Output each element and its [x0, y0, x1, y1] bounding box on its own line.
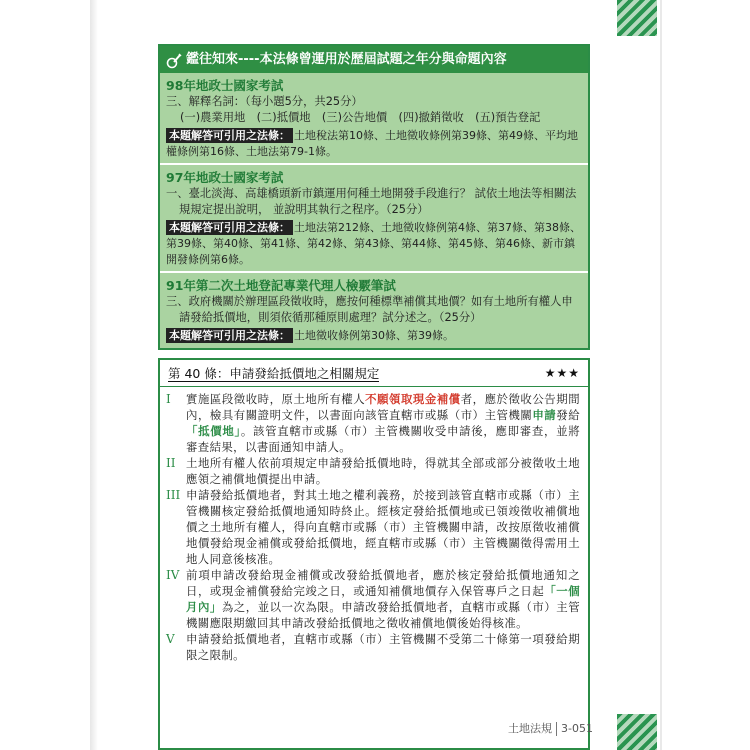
paragraph-number: V — [166, 632, 175, 646]
paragraph-number: III — [166, 488, 181, 502]
question-line: 三、解釋名詞：（每小題5分，共25分） — [166, 95, 363, 108]
article-40-box — [158, 358, 590, 750]
page-edge — [660, 0, 662, 750]
article-title: 第 40 條：申請發給抵價地之相關規定 — [168, 366, 380, 381]
paragraph-number: IV — [166, 568, 180, 582]
exam-title: 98年地政士國家考試 — [166, 78, 284, 93]
page-footer — [508, 720, 593, 736]
exam-block-97 — [160, 165, 588, 273]
paragraph-text: 申請發給抵價地者，直轄市或縣（市）主管機關不受第二十條第一項發給期限之限制。 — [186, 632, 580, 662]
highlight-green: 申請 — [532, 408, 557, 422]
exam-block-91 — [160, 273, 588, 347]
paragraph-number: I — [166, 392, 171, 406]
paragraph-3 — [166, 487, 580, 567]
answer-label: 本題解答可引用之法條： — [166, 220, 293, 235]
highlight-green: 「抵價地」 — [186, 424, 241, 438]
paragraph-4 — [166, 567, 580, 631]
footer-divider — [556, 722, 557, 736]
question-line: (一)農業用地 (二)抵價地 (三)公告地價 (四)撤銷徵收 (五)預告登記 — [180, 111, 541, 124]
chapter-tab-bottom — [617, 714, 657, 750]
pen-icon — [166, 52, 182, 68]
article-header — [160, 360, 588, 387]
past-exam-box — [158, 44, 590, 350]
answer-label: 本題解答可引用之法條： — [166, 328, 293, 343]
answer-text: 土地徵收條例第30條、第39條。 — [294, 329, 454, 342]
article-body — [160, 387, 588, 663]
question-line: 三、政府機關於辦理區段徵收時，應按何種標準補償其地價？如有土地所有權人申請發給抵價地，則須依循那種原則處理？試分述之。（25分） — [166, 295, 573, 324]
paragraph-text: 實施區段徵收時，原土地所有權人不願領取現金補償者，應於徵收公告期間內，檢具有關證明文件，以書面向該管直轄市或縣（市）主管機關申請發給「抵價地」。該管直轄市或縣（市）主管機關收受申請後，應即審查，並將審查結果，以書面通知申請人。 — [186, 392, 580, 454]
exam-title: 97年地政士國家考試 — [166, 170, 284, 185]
answer-text: 土地法第212條、土地徵收條例第4條、第37條、第38條、第39條、第40條、第41條、第42條、第43條、第44條、第45條、第46條、新市鎮開發條例第6條。 — [166, 221, 581, 266]
exam-title: 91年第二次土地登記專業代理人檢覈筆試 — [166, 278, 396, 293]
page-gutter-shadow — [90, 0, 98, 750]
past-exam-header-text: 鑑往知來----本法條曾運用於歷屆試題之年分與命題內容 — [186, 52, 507, 67]
chapter-tab-top — [617, 0, 657, 36]
answer-reference — [166, 328, 582, 344]
answer-label: 本題解答可引用之法條： — [166, 128, 293, 143]
answer-reference — [166, 128, 582, 160]
footer-section: 土地法規 — [508, 722, 552, 735]
past-exam-header — [160, 46, 588, 73]
highlight-red: 不願領取現金補償 — [365, 392, 461, 406]
importance-stars: ★★★ — [544, 366, 580, 380]
page-number: 3-051 — [561, 722, 593, 735]
answer-text: 土地稅法第10條、土地徵收條例第39條、第49條、平均地權條例第16條、土地法第79-1條。 — [166, 129, 578, 158]
question-line: 一、臺北淡海、高雄橋頭新市鎮運用何種土地開發手段進行？ 試依土地法等相關法規規定提出說明， 並說明其執行之程序。（25分） — [166, 187, 577, 216]
paragraph-number: II — [166, 456, 176, 470]
paragraph-1 — [166, 391, 580, 455]
paragraph-5 — [166, 631, 580, 663]
paragraph-2 — [166, 455, 580, 487]
paragraph-text: 前項申請改發給現金補償或改發給抵價地者，應於核定發給抵價地通知之日，或現金補償發給完竣之日，或通知補償地價存入保管專戶之日起「一個月內」為之，並以一次為限。申請改發給抵價地者，直轄市或縣（市）主管機關應限期繳回其申請改發給抵價地之徵收補償地價後始得核准。 — [186, 568, 580, 630]
answer-reference — [166, 220, 582, 268]
paragraph-text: 土地所有權人依前項規定申請發給抵價地時，得就其全部或部分被徵收土地應領之補償地價提出申請。 — [186, 456, 580, 486]
paragraph-text: 申請發給抵價地者，對其土地之權利義務，於接到該管直轄市或縣（市）主管機關核定發給抵價地通知時終止。經核定發給抵價地或已領竣徵收補償地價之土地所有權人，得向直轄市或縣（市）主管機關申請，改按原徵收補償地價發給現金補償或發給抵價地，經直轄市或縣（市）主管機關徵得需用土地人同意後核准。 — [186, 488, 580, 566]
exam-block-98 — [160, 73, 588, 165]
highlight-green: 「一個月內」 — [186, 584, 580, 614]
